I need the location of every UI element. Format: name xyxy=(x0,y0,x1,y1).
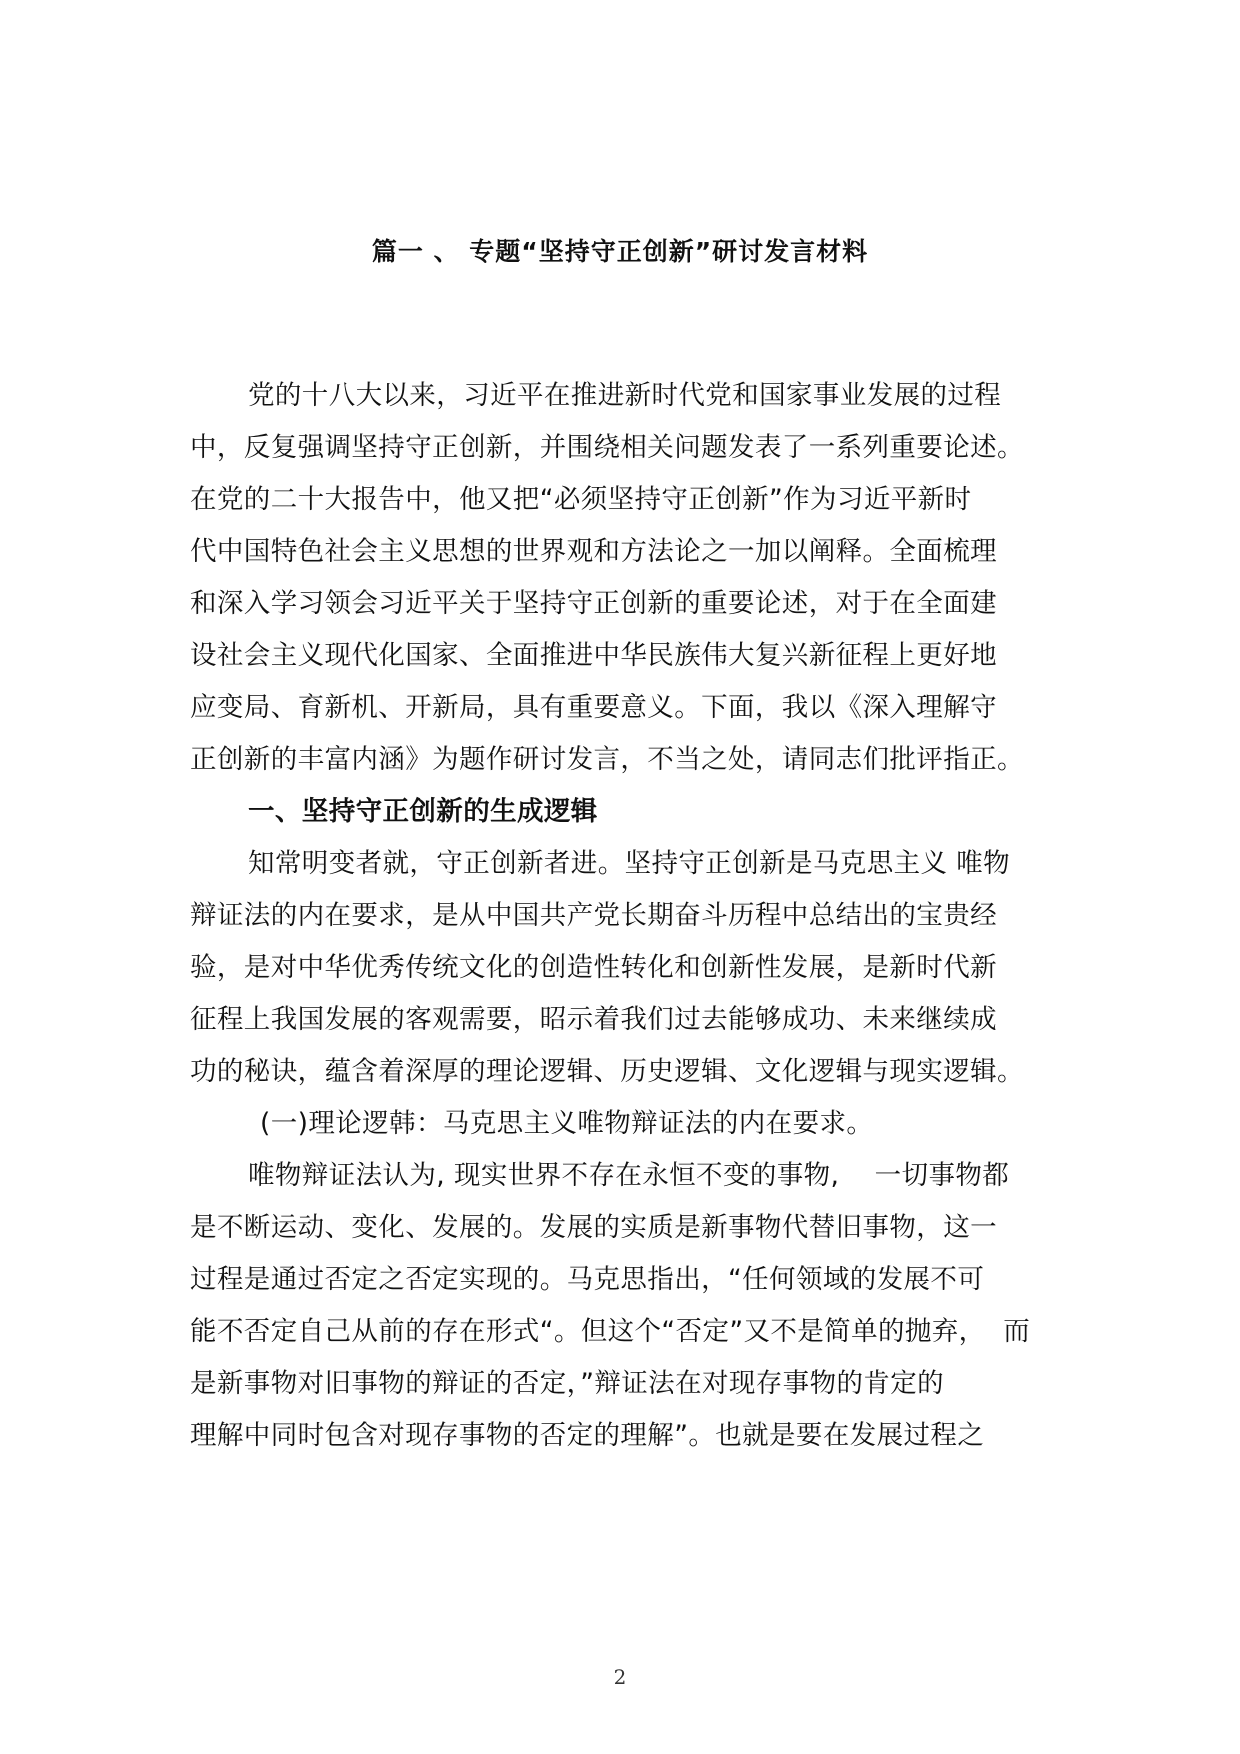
paragraph-line: 征程上我国发展的客观需要，昭示着我们过去能够成功、未来继续成 xyxy=(190,1004,997,1035)
paragraph-line: 唯物辩证法认为, 现实世界不存在永恒不变的事物, 一切事物都 xyxy=(248,1160,1010,1191)
paragraph-line: 是新事物对旧事物的辩证的否定，”辩证法在对现存事物的肯定的 xyxy=(190,1368,945,1399)
paragraph-line: 是不断运动、变化、发展的。发展的实质是新事物代替旧事物，这一 xyxy=(190,1212,997,1243)
section-heading: 一、坚持守正创新的生成逻辑 xyxy=(248,796,598,827)
document-body xyxy=(190,370,1060,1462)
paragraph-line: 中，反复强调坚持守正创新，并围绕相关问题发表了一系列重要论述。 xyxy=(190,432,1024,463)
subsection-heading: (一)理论逻韩：马克思主义唯物辩证法的内在要求。 xyxy=(260,1108,874,1139)
paragraph-line: 知常明变者就，守正创新者进。坚持守正创新是马克思主义 唯物 xyxy=(248,848,1011,879)
paragraph-line: 和深入学习领会习近平关于坚持守正创新的重要论述，对于在全面建 xyxy=(190,588,997,619)
paragraph-line: 理解中同时包含对现存事物的否定的理解”。也就是要在发展过程之 xyxy=(190,1420,985,1451)
paragraph-line: 代中国特色社会主义思想的世界观和方法论之一加以阐释。全面梳理 xyxy=(190,536,997,567)
paragraph-line: 应变局、育新机、开新局，具有重要意义。下面，我以《深入理解守 xyxy=(190,692,997,723)
document-title: 篇一 、 专题“坚持守正创新”研讨发言材料 xyxy=(371,237,869,266)
paragraph-line: 功的秘诀，蕴含着深厚的理论逻辑、历史逻辑、文化逻辑与现实逻辑。 xyxy=(190,1056,1024,1087)
paragraph-line: 正创新的丰富内涵》为题作研讨发言，不当之处，请同志们批评指正。 xyxy=(190,744,1024,775)
paragraph-line: 验，是对中华优秀传统文化的创造性转化和创新性发展，是新时代新 xyxy=(190,952,997,983)
paragraph-line: 能不否定自己从前的存在形式“。但这个“否定”又不是简单的抛弃， 而 xyxy=(190,1316,1031,1347)
paragraph-line: 在党的二十大报告中，他又把“必须坚持守正创新”作为习近平新时 xyxy=(190,484,972,515)
paragraph-line: 过程是通过否定之否定实现的。马克思指出，“任何领域的发展不可 xyxy=(190,1264,985,1295)
paragraph-line: 辩证法的内在要求，是从中国共产党长期奋斗历程中总结出的宝贵经 xyxy=(190,900,997,931)
page-number: 2 xyxy=(613,1665,627,1689)
paragraph-line: 党的十八大以来，习近平在推进新时代党和国家事业发展的过程 xyxy=(248,380,1002,411)
paragraph-line: 设社会主义现代化国家、全面推进中华民族伟大复兴新征程上更好地 xyxy=(190,640,997,671)
